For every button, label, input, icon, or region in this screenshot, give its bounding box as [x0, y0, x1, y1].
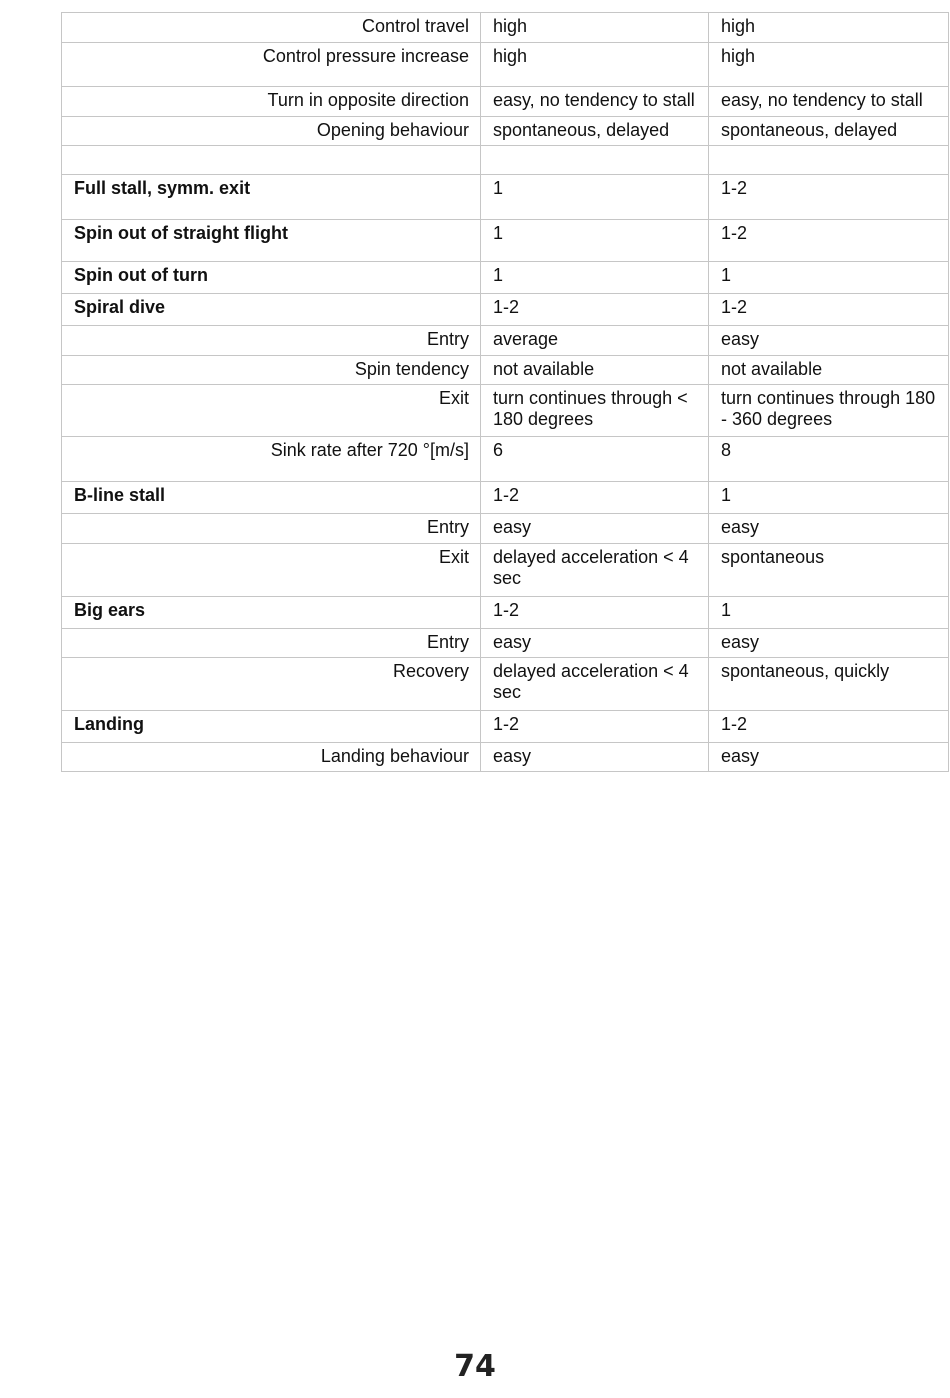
row-label: Sink rate after 720 °[m/s]	[62, 437, 481, 482]
value-b: high	[709, 43, 949, 87]
rating-b: 1-2	[709, 220, 949, 262]
value-a: delayed acceleration < 4 sec	[481, 658, 709, 711]
table-row	[62, 117, 949, 146]
rating-b: 1-2	[709, 294, 949, 326]
rating-b: 1	[709, 262, 949, 294]
section-heading: Landing	[62, 711, 481, 743]
section-heading: Full stall, symm. exit	[62, 175, 481, 220]
value-a: high	[481, 13, 709, 43]
rating-b: 1-2	[709, 711, 949, 743]
row-label	[62, 146, 481, 175]
table-row	[62, 743, 949, 772]
table-row	[62, 326, 949, 356]
section-row	[62, 175, 949, 220]
section-row	[62, 711, 949, 743]
value-b: easy	[709, 326, 949, 356]
value-b	[709, 146, 949, 175]
section-heading: Spiral dive	[62, 294, 481, 326]
table-row	[62, 629, 949, 658]
row-label: Entry	[62, 514, 481, 544]
value-a: easy	[481, 514, 709, 544]
row-label: Landing behaviour	[62, 743, 481, 772]
rating-a: 1	[481, 175, 709, 220]
value-b: high	[709, 13, 949, 43]
value-a: not available	[481, 356, 709, 385]
row-label: Exit	[62, 544, 481, 597]
section-heading: Big ears	[62, 597, 481, 629]
table-row	[62, 356, 949, 385]
rating-b: 1	[709, 482, 949, 514]
rating-a: 1	[481, 262, 709, 294]
flight-characteristics-table	[61, 12, 949, 772]
page-number: 74	[454, 1349, 496, 1384]
value-b: easy, no tendency to stall	[709, 87, 949, 117]
value-b: spontaneous, quickly	[709, 658, 949, 711]
value-a: 6	[481, 437, 709, 482]
value-a: average	[481, 326, 709, 356]
section-row	[62, 220, 949, 262]
rating-b: 1	[709, 597, 949, 629]
table-row	[62, 13, 949, 43]
row-label: Recovery	[62, 658, 481, 711]
row-label: Exit	[62, 385, 481, 437]
row-label: Control pressure increase	[62, 43, 481, 87]
section-heading: Spin out of straight flight	[62, 220, 481, 262]
row-label: Opening behaviour	[62, 117, 481, 146]
value-a: high	[481, 43, 709, 87]
section-heading: B-line stall	[62, 482, 481, 514]
rating-a: 1-2	[481, 597, 709, 629]
value-a: turn continues through < 180 degrees	[481, 385, 709, 437]
table-row	[62, 385, 949, 437]
rating-a: 1-2	[481, 294, 709, 326]
rating-b: 1-2	[709, 175, 949, 220]
value-b: 8	[709, 437, 949, 482]
section-row	[62, 294, 949, 326]
value-a: easy	[481, 743, 709, 772]
rating-a: 1-2	[481, 482, 709, 514]
value-b: easy	[709, 629, 949, 658]
value-b: easy	[709, 514, 949, 544]
value-a: easy	[481, 629, 709, 658]
row-label: Spin tendency	[62, 356, 481, 385]
table-row	[62, 87, 949, 117]
value-a: spontaneous, delayed	[481, 117, 709, 146]
row-label: Entry	[62, 326, 481, 356]
table-row	[62, 544, 949, 597]
value-a	[481, 146, 709, 175]
value-a: delayed acceleration < 4 sec	[481, 544, 709, 597]
value-a: easy, no tendency to stall	[481, 87, 709, 117]
value-b: spontaneous	[709, 544, 949, 597]
row-label: Entry	[62, 629, 481, 658]
row-label: Turn in opposite direction	[62, 87, 481, 117]
section-heading: Spin out of turn	[62, 262, 481, 294]
row-label: Control travel	[62, 13, 481, 43]
table-row	[62, 514, 949, 544]
table-row	[62, 658, 949, 711]
value-b: not available	[709, 356, 949, 385]
section-row	[62, 262, 949, 294]
blank-row	[62, 146, 949, 175]
section-row	[62, 482, 949, 514]
rating-a: 1	[481, 220, 709, 262]
value-b: turn continues through 180 - 360 degrees	[709, 385, 949, 437]
table-row	[62, 437, 949, 482]
rating-a: 1-2	[481, 711, 709, 743]
value-b: easy	[709, 743, 949, 772]
table-row	[62, 43, 949, 87]
table-body	[62, 13, 949, 772]
value-b: spontaneous, delayed	[709, 117, 949, 146]
section-row	[62, 597, 949, 629]
